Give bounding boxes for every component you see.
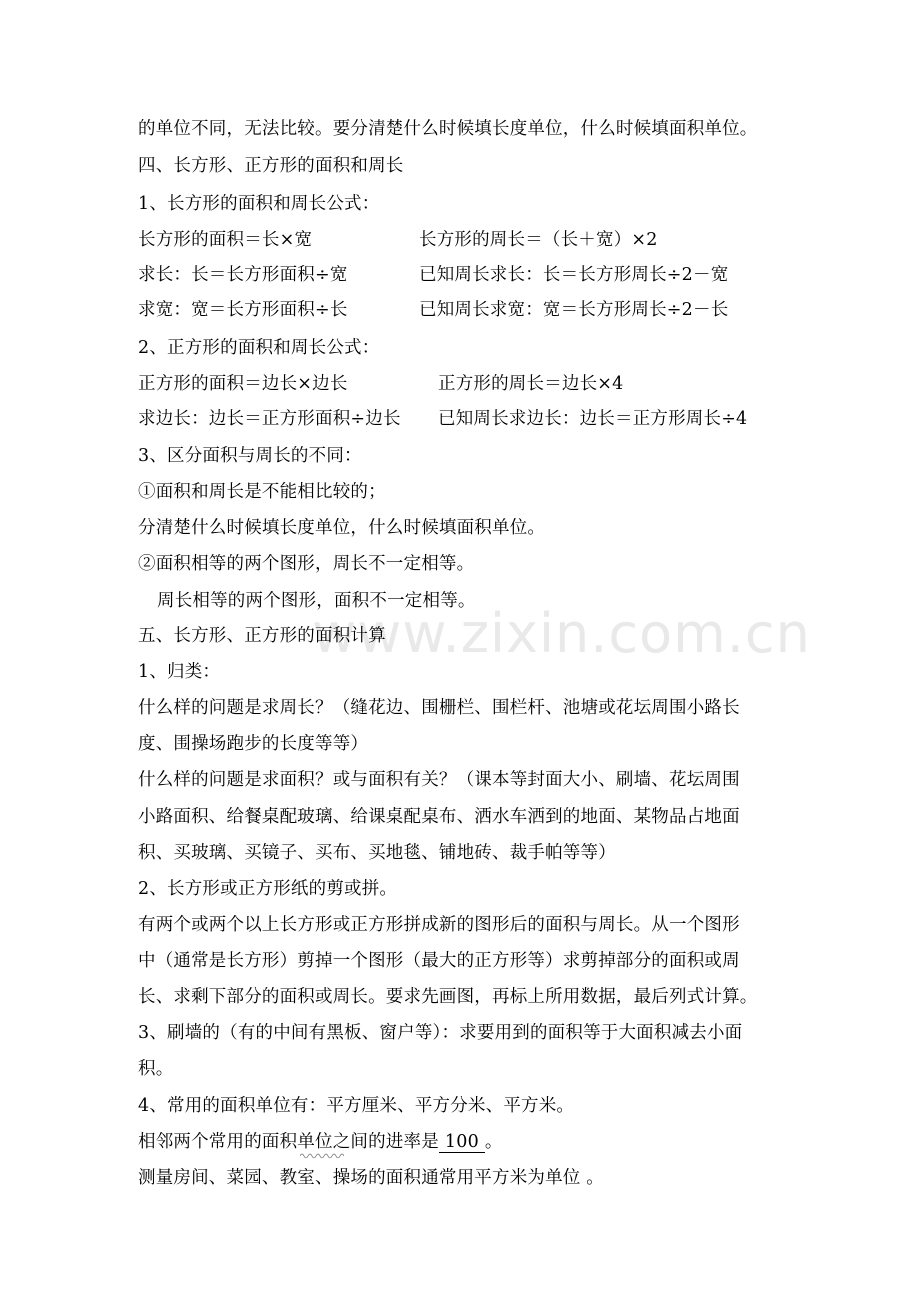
formula-row: [138, 298, 798, 322]
formula-row: [138, 407, 798, 431]
text-line: 3、刷墙的（有的中间有黑板、窗户等）：求要用到的面积等于大面积减去小面: [138, 1023, 743, 1043]
text-line: 积。: [138, 1059, 174, 1079]
text-line: 的单位不同，无法比较。要分清楚什么时候填长度单位，什么时候填面积单位。: [138, 119, 758, 139]
subheading: 1、长方形的面积和周长公式：: [138, 194, 380, 214]
subheading: 4、常用的面积单位有：平方厘米、平方分米、平方米。: [138, 1096, 575, 1116]
formula-right: 已知周长求宽：宽＝长方形周长÷2－长: [419, 300, 729, 320]
fill-in-answer: 100: [439, 1132, 485, 1153]
formula-left: 求宽：宽＝长方形面积÷长: [138, 300, 348, 320]
formula-row: [138, 228, 798, 252]
text-line: 积、买玻璃、买镜子、买布、买地毯、铺地砖、裁手帕等等）: [138, 843, 616, 863]
text-line: 分清楚什么时候填长度单位，什么时候填面积单位。: [138, 518, 546, 538]
section-heading: 五、长方形、正方形的面积计算: [138, 626, 386, 646]
formula-left: 正方形的面积＝边长×边长: [138, 374, 348, 394]
subheading: 1、归类：: [138, 662, 221, 682]
text-line: 长、求剩下部分的面积或周长。要求先画图，再标上所用数据，最后列式计算。: [138, 987, 758, 1007]
text-line: 什么样的问题是求面积？或与面积有关？（课本等封面大小、刷墙、花坛周围: [138, 770, 740, 790]
formula-left: 求长：长＝长方形面积÷宽: [138, 265, 348, 285]
formula-left: 求边长：边长＝正方形面积÷边长: [138, 409, 401, 429]
fill-in-suffix: 。: [484, 1132, 503, 1152]
text-line: 度、围操场跑步的长度等等）: [138, 734, 369, 754]
subheading: 2、正方形的面积和周长公式：: [138, 338, 380, 358]
formula-right: 长方形的周长＝（长＋宽）×2: [419, 230, 658, 250]
formula-right: 正方形的周长＝边长×4: [438, 374, 624, 394]
text-line: 中（通常是长方形）剪掉一个图形（最大的正方形等）求剪掉部分的面积或周: [138, 951, 740, 971]
text-line: 有两个或两个以上长方形或正方形拼成新的图形后的面积与周长。从一个图形: [138, 915, 740, 935]
fill-in-prefix: 相邻两个常用的面积单位之间的进率是: [138, 1132, 439, 1152]
formula-row: [138, 263, 798, 287]
subheading: 3、区分面积与周长的不同：: [138, 446, 362, 466]
text-line: 什么样的问题是求周长？（缝花边、围栅栏、围栏杆、池塘或花坛周围小路长: [138, 698, 740, 718]
text-line: 测量房间、菜园、教室、操场的面积通常用平方米为单位 。: [138, 1168, 604, 1188]
formula-right: 已知周长求边长：边长＝正方形周长÷4: [438, 409, 748, 429]
text-line: 小路面积、给餐桌配玻璃、给课桌配桌布、洒水车洒到的地面、某物品占地面: [138, 807, 740, 827]
formula-left: 长方形的面积＝长×宽: [138, 230, 313, 250]
watermark: www.zixin.com.cn: [312, 602, 811, 665]
text-line: 周长相等的两个图形，面积不一定相等。: [157, 591, 476, 611]
subheading: 2、长方形或正方形纸的剪或拼。: [138, 879, 398, 899]
section-heading: 四、长方形、正方形的面积和周长: [138, 156, 404, 176]
formula-row: [138, 372, 798, 396]
text-line: ②面积相等的两个图形，周长不一定相等。: [138, 554, 475, 574]
spellcheck-squiggle: [300, 1152, 344, 1158]
text-line: [138, 1130, 798, 1154]
formula-right: 已知周长求长：长＝长方形周长÷2－宽: [419, 265, 729, 285]
text-line: ①面积和周长是不能相比较的；: [138, 482, 386, 502]
